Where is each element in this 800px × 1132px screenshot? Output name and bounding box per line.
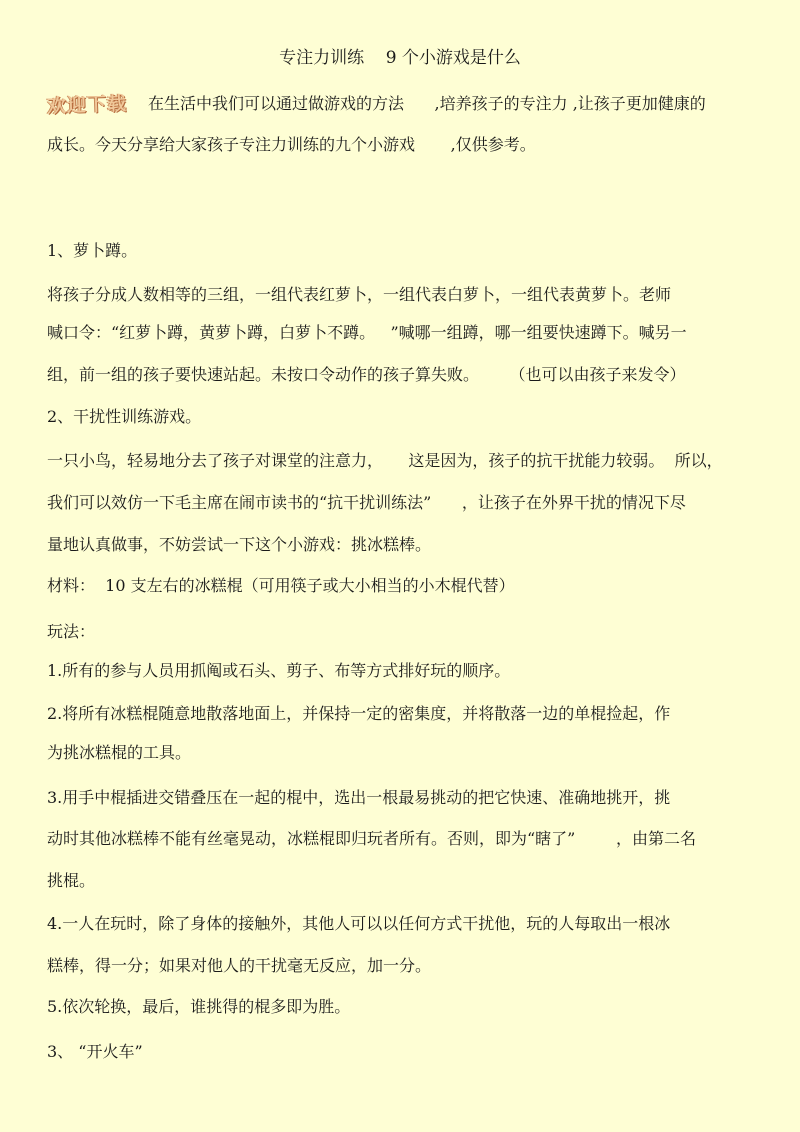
section1-line-1: 将孩子分成人数相等的三组，一组代表红萝卜，一组代表白萝卜，一组代表黄萝卜。老师	[47, 285, 672, 304]
step-line-1: 1.所有的参与人员用抓阄或石头、剪子、布等方式排好玩的顺序。	[47, 661, 511, 680]
intro-line-2: 成长。今天分享给大家孩子专注力训练的九个小游戏 ,仅供参考。	[47, 135, 536, 154]
step-line-5: 动时其他冰糕棒不能有丝毫晃动，冰糕棍即归玩者所有。否则，即为“瞎了” ，由第二名	[47, 829, 697, 848]
step-line-9: 5.依次轮换，最后，谁挑得的棍多即为胜。	[47, 997, 351, 1016]
step-line-7: 4.一人在玩时，除了身体的接触外，其他人可以以任何方式干扰他，玩的人每取出一根冰	[47, 914, 671, 933]
section2-line-3: 量地认真做事，不妨尝试一下这个小游戏：挑冰糕棒。	[47, 535, 432, 554]
welcome-badge: 欢迎下载	[46, 92, 128, 118]
section1-heading: 1、萝卜蹲。	[47, 241, 138, 260]
section1-line-3: 组，前一组的孩子要快速站起。未按口令动作的孩子算失败。 （也可以由孩子来发令）	[47, 365, 686, 384]
step-line-6: 挑棍。	[47, 871, 96, 890]
play-label: 玩法：	[47, 622, 96, 641]
section3-heading: 3、 “开火车”	[47, 1042, 143, 1061]
section2-heading: 2、干扰性训练游戏。	[47, 407, 202, 426]
step-line-2: 2.将所有冰糕棍随意地散落地面上，并保持一定的密集度，并将散落一边的单棍捡起，作	[47, 704, 671, 723]
step-line-8: 糕棒，得一分；如果对他人的干扰毫无反应，加一分。	[47, 956, 432, 975]
intro-line-1: 在生活中我们可以通过做游戏的方法 ,培养孩子的专注力 ,让孩子更加健康的	[148, 94, 706, 113]
step-line-4: 3.用手中棍插进交错叠压在一起的棍中，选出一根最易挑动的把它快速、准确地挑开，挑	[47, 788, 671, 807]
section2-line-1: 一只小鸟，轻易地分去了孩子对课堂的注意力， 这是因为，孩子的抗干扰能力较弱。 所以，	[47, 451, 723, 470]
page-title: 专注力训练 9 个小游戏是什么	[279, 48, 521, 68]
materials-line: 材料： 10 支左右的冰糕棍（可用筷子或大小相当的小木棍代替）	[47, 576, 515, 595]
section1-line-2: 喊口令：“红萝卜蹲，黄萝卜蹲，白萝卜不蹲。 ”喊哪一组蹲，哪一组要快速蹲下。喊另一	[47, 323, 687, 342]
step-line-3: 为挑冰糕棍的工具。	[47, 743, 192, 762]
section2-line-2: 我们可以效仿一下毛主席在闹市读书的“抗干扰训练法” ，让孩子在外界干扰的情况下尽	[47, 493, 686, 512]
